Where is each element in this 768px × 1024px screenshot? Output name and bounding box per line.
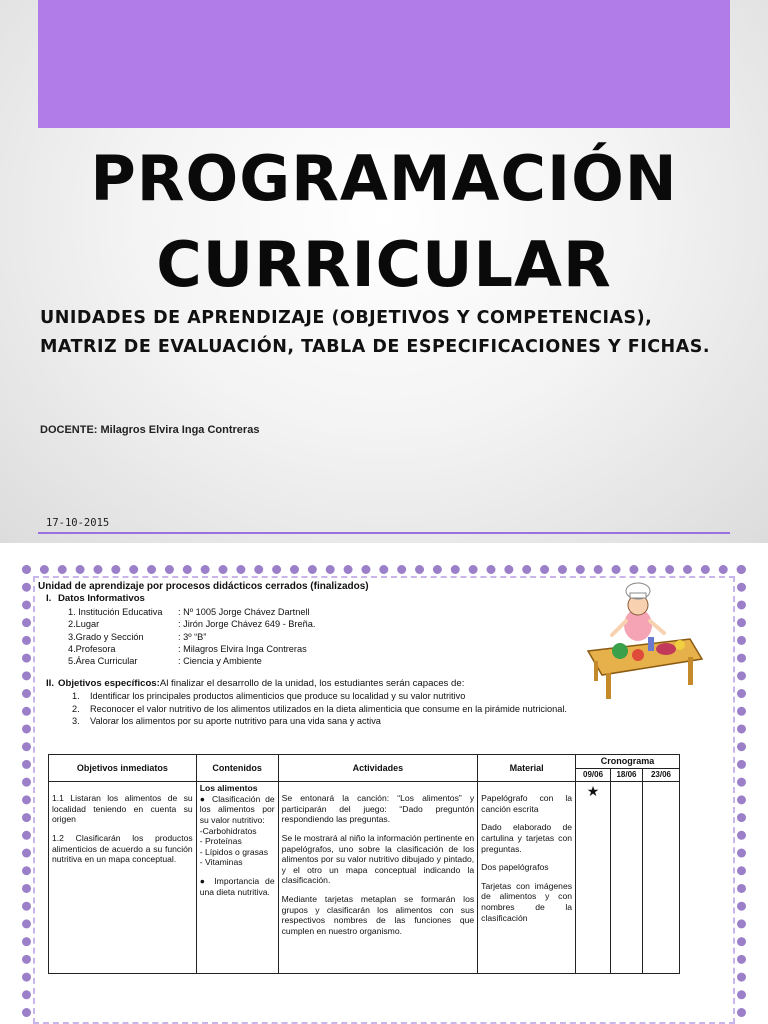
date-divider — [38, 532, 730, 534]
content-text: - Vitaminas — [199, 857, 243, 868]
item-number: 2. — [72, 703, 80, 714]
cell-material — [478, 782, 576, 974]
content-text: - Lípidos o grasas — [199, 846, 269, 857]
material-text: Tarjetas con imágenes de alimentos y con nombres de la clasificación — [481, 880, 573, 923]
header-actividades: Actividades — [278, 755, 478, 782]
item-text: Reconocer el valor nutritivo de los alimentos utilizados en la dieta alimenticia que consume en la pirámide nutricional. — [90, 703, 567, 714]
info-label: 1. Institución Educativa — [68, 606, 163, 617]
cell-contenidos — [196, 782, 278, 974]
slide-date: 17-10-2015 — [46, 517, 110, 529]
content-text: - Proteínas — [199, 836, 242, 847]
info-value: : Milagros Elvira Inga Contreras — [178, 644, 307, 655]
header-date: 18/06 — [611, 768, 643, 782]
header-cronograma: Cronograma — [576, 755, 680, 769]
material-text: Dos papelógrafos — [481, 862, 549, 873]
section-title: Datos Informativos — [58, 593, 145, 605]
info-label: 5.Área Curricular — [68, 656, 138, 667]
section-2-heading — [38, 678, 738, 690]
list-item — [72, 715, 738, 727]
list-item — [72, 690, 738, 702]
info-value: : Ciencia y Ambiente — [178, 656, 262, 667]
objective-text: 1.1 Listaran los alimentos de su localidad teniendo en cuenta su origen — [52, 793, 193, 825]
section-1-heading — [38, 593, 738, 605]
item-number: 1. — [72, 691, 80, 702]
content-title: Los alimentos — [199, 783, 258, 794]
activity-text: Se le mostrará al niño la información pertinente en papelógrafos, uno sobre la clasificación de los alimentos por su valor nutritivo dibujado y pintado, y el otro un mapa conceptual indicando la clasificación. — [281, 832, 475, 886]
activity-text: Mediante tarjetas metaplan se formarán los grupos y clasificarán los alimentos con sus respectivos nombres de las funciones que cumplen en nuestro organismo. — [281, 893, 475, 936]
section-number: II. — [46, 677, 54, 689]
unit-content — [38, 581, 738, 727]
material-text: Dado elaborado de cartulina y tarjetas con preguntas. — [481, 822, 573, 854]
info-label: 4.Profesora — [68, 644, 116, 655]
cell-objetivos — [49, 782, 197, 974]
objective-text: 1.2 Clasificarán los productos alimenticios de acuerdo a su función nutritiva en un mapa conceptual. — [52, 832, 193, 865]
content-text: ● Importancia de una dieta nutritiva. — [199, 875, 275, 897]
unit-title: Unidad de aprendizaje por procesos didácticos cerrados (finalizados) — [38, 581, 369, 592]
cell-actividades — [278, 782, 478, 974]
info-row — [38, 606, 738, 618]
header-contenidos: Contenidos — [196, 755, 278, 782]
section-intro: Al finalizar el desarrollo de la unidad, los estudiantes serán capaces de: — [159, 677, 465, 689]
planning-table — [48, 754, 680, 974]
info-row — [38, 618, 738, 630]
title-line-1: PROGRAMACIÓN — [90, 142, 678, 215]
document-page — [0, 543, 768, 1024]
content-text: ● Clasificación de los alimentos por su valor nutritivo: — [199, 793, 275, 825]
title-line-2: CURRICULAR — [156, 228, 612, 301]
table-row — [49, 782, 680, 974]
header-objetivos: Objetivos inmediatos — [49, 755, 197, 782]
list-item — [72, 703, 738, 715]
section-title: Objetivos específicos: — [58, 677, 160, 689]
cell-date-3 — [642, 782, 679, 974]
cell-date-2 — [611, 782, 643, 974]
info-value: : Nº 1005 Jorge Chávez Dartnell — [178, 606, 310, 617]
header-material: Material — [478, 755, 576, 782]
info-list — [38, 606, 738, 668]
info-row — [38, 631, 738, 643]
star-icon: ★ — [586, 783, 600, 800]
item-number: 3. — [72, 716, 80, 727]
item-text: Valorar los alimentos por su aporte nutritivo para una vida sana y activa — [90, 716, 381, 727]
content-text: -Carbohidratos — [199, 825, 257, 836]
page-title — [38, 136, 730, 308]
section-number: I. — [46, 593, 52, 605]
header-date: 23/06 — [642, 768, 679, 782]
info-row — [38, 655, 738, 667]
item-text: Identificar los principales productos alimenticios que produce su localidad y su valor nutritivo — [90, 691, 466, 702]
purple-banner — [38, 0, 730, 128]
info-label: 3.Grado y Sección — [68, 631, 144, 642]
objectives-list — [38, 690, 738, 727]
activity-text: Se entonará la canción: “Los alimentos” y participarán del juego: “Dado preguntón respondiendo las preguntas. — [281, 793, 475, 825]
info-value: : 3º “B” — [178, 631, 207, 642]
info-value: : Jirón Jorge Chávez 649 - Breña. — [178, 619, 316, 630]
cell-date-1 — [576, 782, 611, 974]
material-text: Papelógrafo con la canción escrita — [481, 793, 573, 814]
info-label: 2.Lugar — [68, 619, 100, 630]
info-row — [38, 643, 738, 655]
subtitle: UNIDADES DE APRENDIZAJE (OBJETIVOS Y COMPETENCIAS), MATRIZ DE EVALUACIÓN, TABLA DE ESPECIFICACIONES Y FICHAS. — [40, 308, 711, 357]
teacher-name: DOCENTE: Milagros Elvira Inga Contreras — [40, 424, 260, 436]
header-date: 09/06 — [576, 768, 611, 782]
